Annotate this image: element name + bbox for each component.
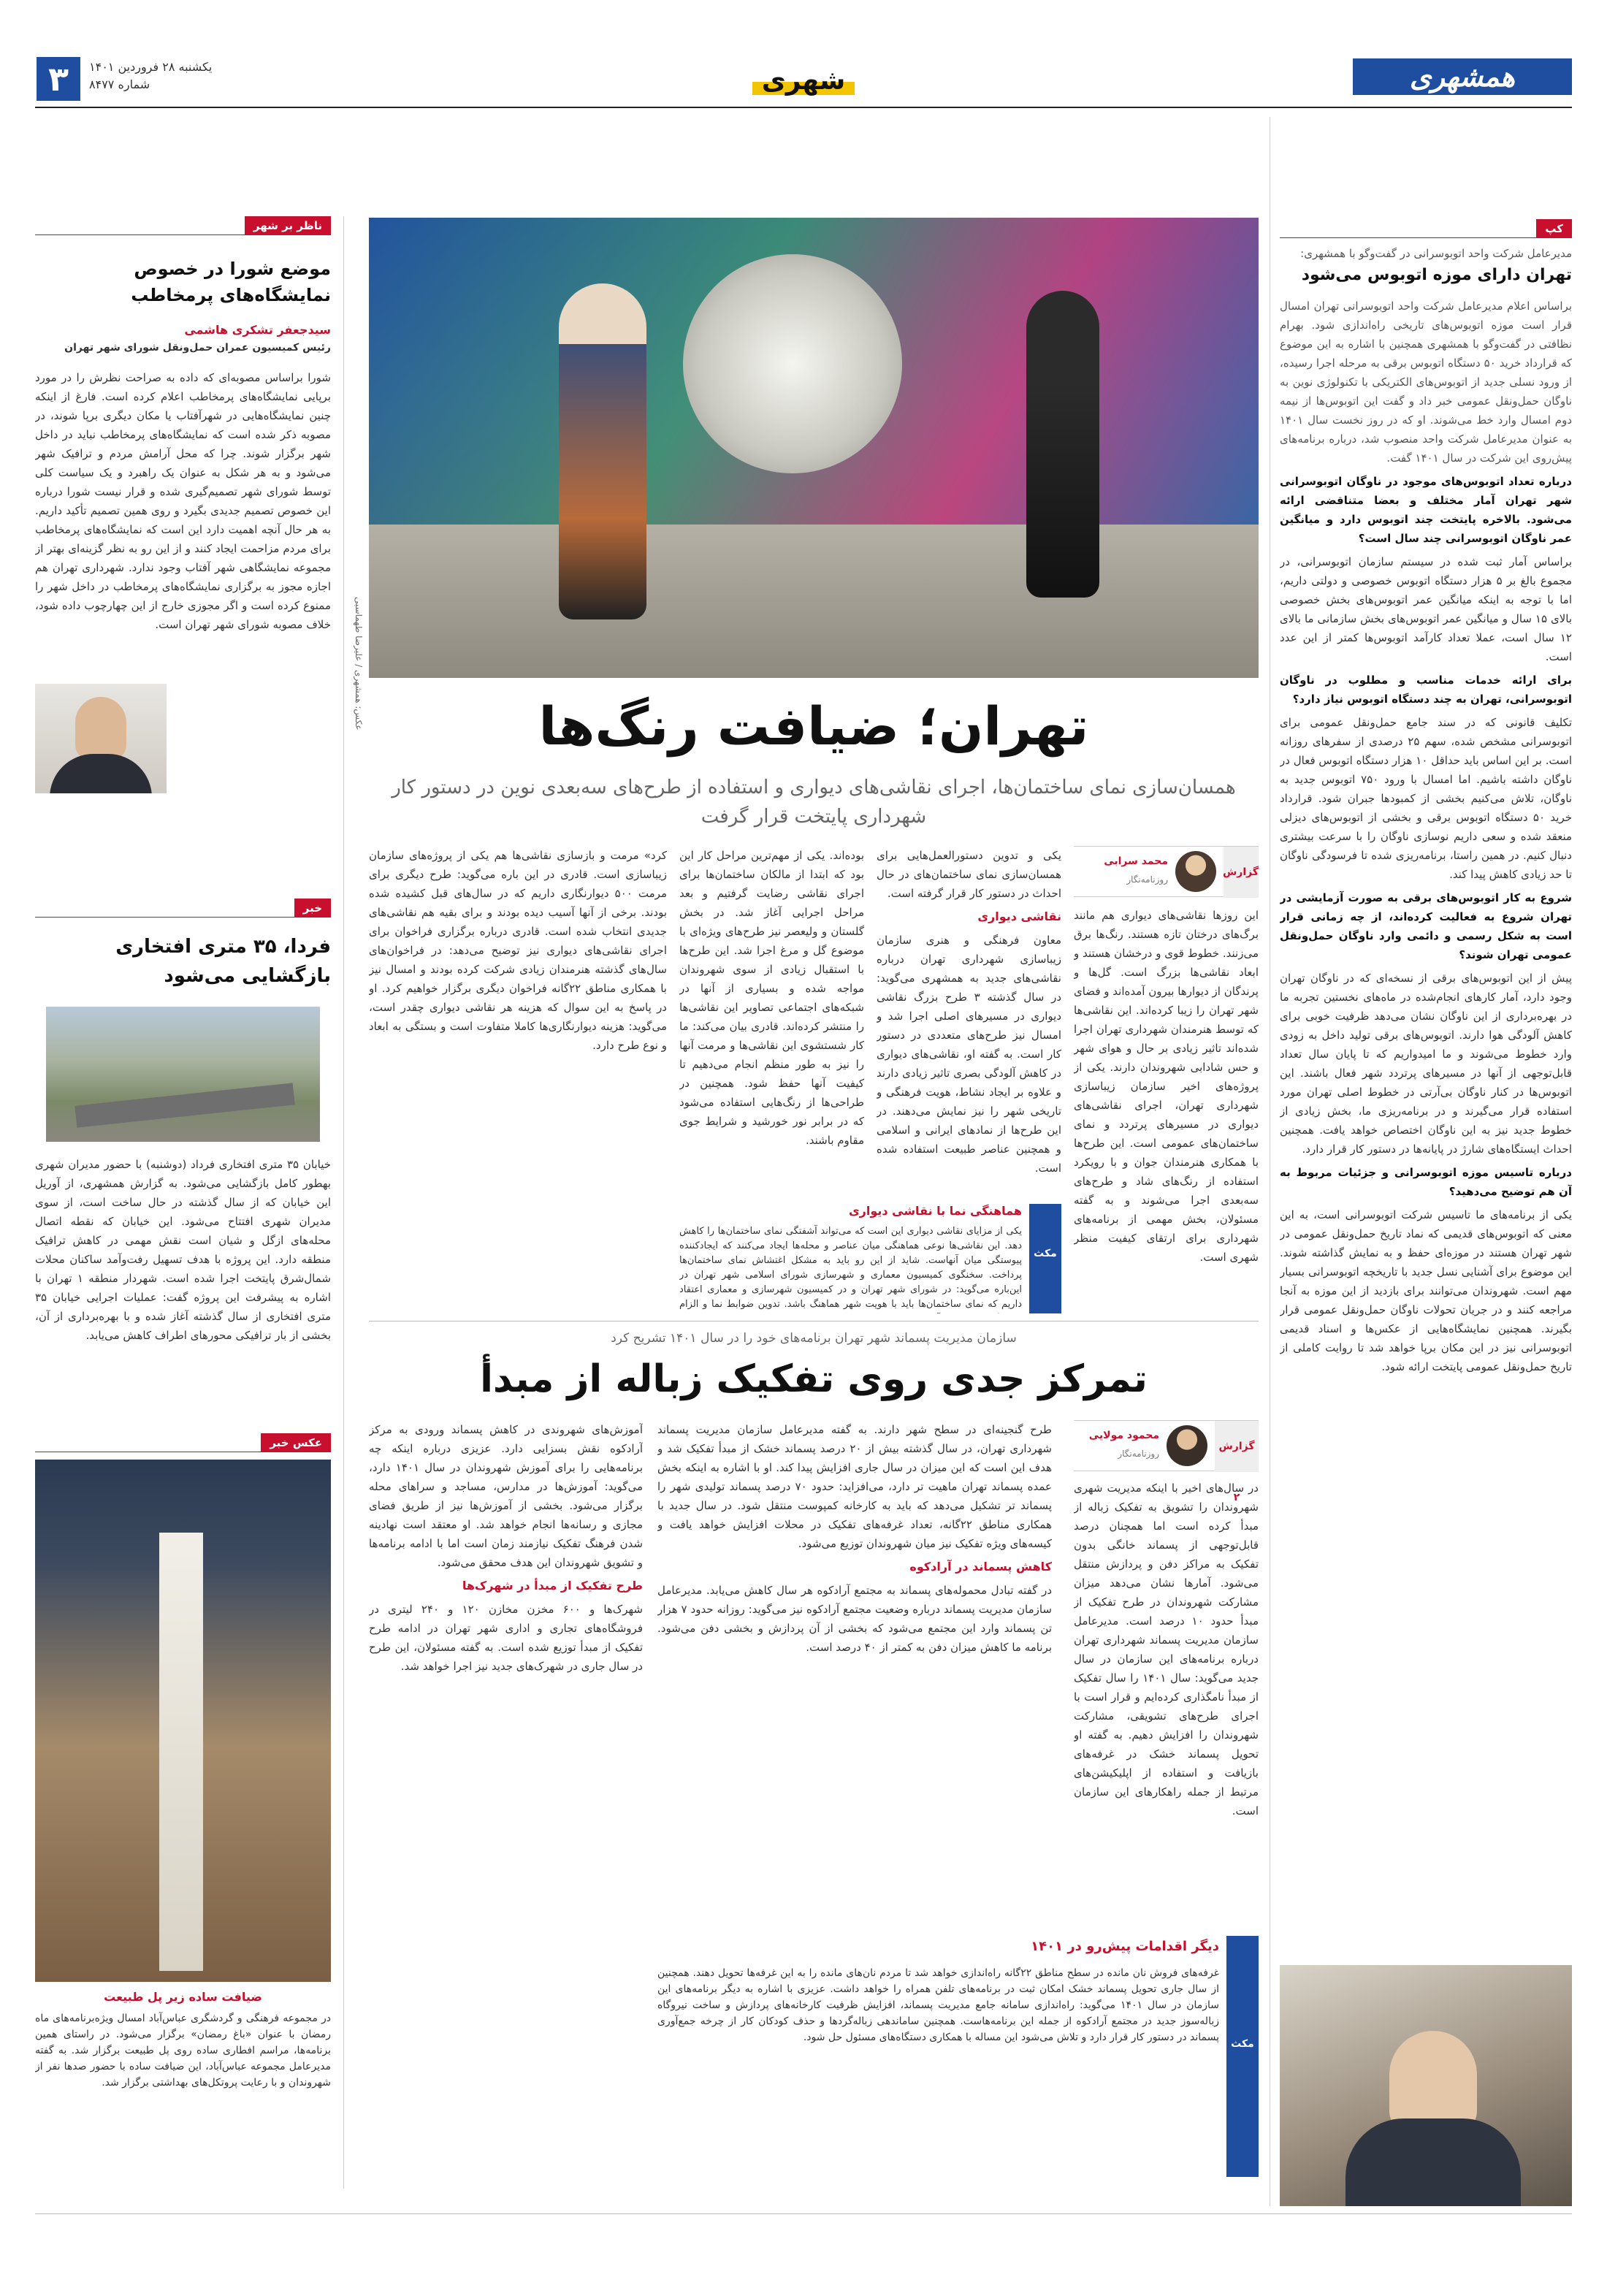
left-photo-caption-title: ضیافت ساده زیر پل طبیعت: [104, 1990, 262, 2004]
right-a3: پیش از این اتوبوس‌های برقی از نسخه‌ای که در ناوگان تهران وجود دارد، آمار کارهای انجام‌شده در ماه‌های نخستین تجربه ما در بهره‌برداری از این ناوگان نشان می‌دهد ظرفیت خوبی برای کاهش آلودگی هوا دارند. اتوبوس‌های برقی تولید داخل به زودی وارد خطوط می‌شوند و ما امیدواریم که تا پایان سال تعداد قابل‌توجهی از آنها در مسیرهای پرتردد شهر فعال باشند. این اتوبوس‌ها در کنار ناوگان بی‌آرتی در خطوط اصلی تهران مورد استفاده قرار می‌گیرند و در برنامه‌ریزی ما، بخش زیادی از خطوط جدید نیز به این ناوگان اختصاص خواهد یافت. همچنین احداث ایستگاه‌های شارژ در پایانه‌ها در دستور کار قرار دارد.: [1280, 972, 1572, 1156]
waste-col-3b: شهرک‌ها و ۶۰۰ مخزن مخازن ۱۲۰ و ۲۴۰ لیتری در فروشگاه‌های تجاری و اداری شهر تهران در ادامه طرح تفکیک از مبدأ توزیع شده است. به گفته مسئولان، این طرح در سال جاری در شهرک‌های جدید نیز اجرا خواهد شد.: [369, 1603, 643, 1673]
hero-col-3: بوده‌اند. یکی از مهم‌ترین مراحل کار این بود که ابتدا از مالکان ساختمان‌ها برای اجرای نقاشی رضایت گرفتیم و بعد مراحل اجرایی آغاز شد. در بخش گلستان و ولیعصر نیز طرح‌های ویژه‌ای با موضوع گل و مرغ اجرا شد. این طرح‌ها با استقبال زیادی از سوی شهروندان مواجه شده و بسیاری از آنها در شبکه‌های اجتماعی تصاویر این نقاشی‌ها را منتشر کرده‌اند. قادری بیان می‌کند: ما کار شستشوی این نقاشی‌ها و مرمت آنها را نیز به طور منظم انجام می‌دهیم تا کیفیت آنها حفظ شود. همچنین در طراحی‌ها از رنگ‌هایی استفاده می‌شود که در برابر نور خورشید و شرایط جوی مقاوم باشند.: [679, 849, 864, 1147]
footer-rule: [35, 2213, 1572, 2214]
left-news-title: فردا، ۳۵ متری افتخاری بازگشایی می‌شود: [115, 936, 331, 987]
left-column: [35, 216, 331, 2203]
section-name: [745, 66, 862, 99]
hero-col-4: کرد» مرمت و بازسازی نقاشی‌ها هم یکی از پروژه‌های سازمان زیباسازی است. قادری در این باره می‌گوید: طرح دیگری برای مرمت ۵۰۰ دیوارنگاری داریم که در سال‌های قبل کشیده شده بودند. برخی از آنها آسیب دیده بودند و برای بقیه هم نقاشی‌های جدیدی انتخاب شده است. قادری درباره برگزاری فراخوان برای اجرای نقاشی‌های دیواری نیز توضیح می‌دهد: در فراخوان‌های سال‌های گذشته هنرمندان زیادی شرکت کرده بودند و امسال نیز با همکاری مناطق ۲۲گانه فراخوان دیگری برگزار خواهیم کرد. او در پاسخ به این سوال که هزینه هر نقاشی دیواری چقدر است، می‌گوید: هزینه دیوارنگاری‌ها کاملا متفاوت است و بستگی به ابعاد و نوع طرح دارد.: [369, 849, 667, 1052]
divider-left: [343, 216, 344, 2189]
hero-title: تهران؛ ضیافت رنگ‌ها: [538, 695, 1089, 757]
right-a1: براساس آمار ثبت شده در سیستم سازمان اتوبوسرانی، در مجموع بالغ بر ۵ هزار دستگاه اتوبوس خصوصی و دولتی داریم، اما با توجه به اینکه میانگین عمر اتوبوس‌های بخش خصوصی بالای ۱۵ سال و میانگین عمر اتوبوس‌های بخش سازمانی ما بالای ۱۲ سال است، عملا تعداد کارآمد اتوبوس‌ها کمتر از این عدد است.: [1280, 555, 1572, 663]
hero-lead: همسان‌سازی نمای ساختمان‌ها، اجرای نقاشی‌های دیواری و استفاده از طرح‌های سه‌بعدی نوین در دستور کار شهرداری پایتخت قرار گرفت: [392, 777, 1236, 828]
waste-title: تمرکز جدی روی تفکیک زباله از مبدأ: [480, 1357, 1148, 1401]
hero-reporter-name: محمد سرابی: [1104, 855, 1168, 867]
hero-reporter-box: [1074, 846, 1259, 897]
right-q3: شروع به کار اتوبوس‌های برقی به صورت آزمایشی در تهران شروع به فعالیت کرده‌اند، از چه زمانی قرار است به شکل رسمی و دائمی وارد ناوگان حمل‌ونقل عمومی تهران شوند؟: [1280, 891, 1572, 961]
waste-reporter-box: [1074, 1420, 1259, 1503]
right-body: [1280, 297, 1572, 2211]
hero-mecca-tag: مکث: [1029, 1204, 1061, 1313]
right-title: تهران دارای موزه اتوبوس می‌شود: [1301, 266, 1572, 284]
left-author-suit: [50, 754, 152, 793]
sidewalk: [369, 525, 1259, 678]
left-author-photo: [35, 684, 167, 793]
hero-photo: [369, 218, 1259, 678]
newspaper-logo: همشهری: [1353, 58, 1572, 95]
issue-info: [89, 58, 279, 94]
waste-kicker: سازمان مدیریت پسماند شهر تهران برنامه‌های خود را در سال ۱۴۰۱ تشریح کرد: [611, 1331, 1017, 1346]
right-portrait-photo: [1280, 1965, 1572, 2206]
right-a4: یکی از برنامه‌های ما تاسیس شرکت اتوبوسرانی است، به این معنی که اتوبوس‌های قدیمی که نماد تاریخ حمل‌ونقل عمومی در شهر تهران هستند در موزه‌ای حفظ و به نمایش گذاشته شوند. این موضوع برای آشنایی نسل جدید با تاریخچه اتوبوسرانی بسیار مهم است. شهروندان می‌توانند برای بازدید از این موزه به آنجا مراجعه کنند و در جریان تحولات ناوگان حمل‌ونقل عمومی قرار بگیرند. همچنین نمایشگاه‌هایی از عکس‌ها و اسناد قدیمی اتوبوسرانی نیز در این مکان برپا خواهد شد تا روایت کاملی از تاریخ حمل‌ونقل عمومی پایتخت ارائه شود.: [1280, 1208, 1572, 1373]
waste-col-2-text: طرح گنجینه‌ای در سطح شهر دارند. به گفته مدیرعامل سازمان مدیریت پسماند شهرداری تهران، در سال گذشته بیش از ۲۰ درصد پسماند خشک از مبدأ تفکیک شد و هدف این است که این میزان در سال جاری افزایش پیدا کند. او با اشاره به اینکه بخش عمده پسماند تهران ماهیت تر دارد، می‌افزاید: حدود ۷۰ درصد پسماند تولیدی شهر را پسماند تر تشکیل می‌دهد که باید به کارخانه کمپوست منتقل شود. در سال جدید با همکاری مناطق ۲۲گانه، تعداد غرفه‌های تفکیک در محلات افزایش خواهد یافت و کیسه‌های ویژه تفکیک نیز میان شهروندان توزیع می‌شود.: [657, 1423, 1052, 1550]
left-news-tag: خبر: [294, 899, 331, 918]
left-tag: ناظر بر شهر: [245, 216, 331, 235]
right-tag: کپ: [1536, 219, 1572, 238]
left-photo-caption: در مجموعه فرهنگی و گردشگری عباس‌آباد امسال ویژه‌برنامه‌های ماه رمضان با عنوان «باغ رمضان» برگزار می‌شود. در راستای همین برنامه‌ها، مراسم افطاری ساده روی پل طبیعت برگزار شد. به گفته مدیرعامل مجموعه عباس‌آباد، این ضیافت ساده با حضور صدها نفر از شهروندان و با رعایت پروتکل‌های بهداشتی برگزار شد.: [35, 2013, 331, 2089]
left-feature-photo: [35, 1460, 331, 1982]
left-tag-rule: [35, 234, 331, 235]
hero-report-tag: گزارش: [1224, 847, 1259, 898]
hero-reporter-avatar: [1175, 851, 1216, 892]
left-author-face: [75, 697, 126, 760]
right-q2: برای ارائه خدمات مناسب و مطلوب در ناوگان اتوبوسرانی، تهران به چند دستگاه اتوبوس نیاز دارد؟: [1280, 674, 1572, 706]
left-news-photo: [46, 1007, 320, 1142]
left-news-road: [75, 1083, 294, 1127]
hero-reporter-role: روزنامه‌نگار: [1126, 874, 1168, 885]
masthead-rule: [35, 107, 1572, 108]
right-kicker: مدیرعامل شرکت واحد اتوبوسرانی در گفت‌وگو با همشهری:: [1300, 247, 1572, 260]
hero-col-2: [877, 846, 1061, 1198]
waste-col-2b: در گفته تبادل محموله‌های پسماند به مجتمع آرادکوه هر سال کاهش می‌یابد. مدیرعامل سازمان مدیریت پسماند درباره وضعیت مجتمع آرادکوه نیز می‌گوید: روزانه حدود ۷ هزار تن پسماند وارد این مجتمع می‌شود که بخشی از آن پردازش و بخشی دفن می‌شود. برنامه ما کاهش میزان دفن به کمتر از ۴۰ درصد است.: [657, 1584, 1052, 1654]
portrait-figure: [1389, 2031, 1477, 2133]
mural-sculpture: [683, 254, 902, 473]
waste-reporter-name: محمود مولایی: [1088, 1430, 1159, 1441]
waste-mecca-text: غرفه‌های فروش نان مانده در سطح مناطق ۲۲گانه راه‌اندازی خواهد شد تا مردم نان‌های مانده را به این غرفه‌ها تحویل دهند. همچنین از سال جاری تحویل پسماند خشک امکان ثبت در برنامه‌های تلفن همراه را خواهد داشت. عزیزی با اشاره به دیگر برنامه‌های این سازمان در سال ۱۴۰۱ می‌گوید: راه‌اندازی سامانه جامع مدیریت پسماند، افزایش ظرفیت کارخانه‌های پردازش و ساخت نیروگاه زباله‌سوز جدید در مجتمع آرادکوه از جمله این برنامه‌هاست. همچنین ساماندهی زباله‌گردها و حذف کودکان کار از چرخه جمع‌آوری پسماند در دستور کار قرار دارد و تلاش می‌شود این مساله با همکاری دستگاه‌های مسئول حل شود.: [657, 1967, 1219, 2043]
hero-col-2-sub: نقاشی دیواری: [977, 909, 1061, 923]
right-intro: براساس اعلام مدیرعامل شرکت واحد اتوبوسرانی تهران امسال قرار است موزه اتوبوس‌های تاریخی راه‌اندازی شود. بهرام نظافتی در گفت‌وگو با همشهری همچنین با اشاره به این موضوع که قرارداد خرید ۵۰ دستگاه اتوبوس برقی به مرحله اجرا رسیده، از ورود نسلی جدید از اتوبوس‌های الکتریکی با تکنولوژی نوین به ناوگان حمل‌ونقل عمومی خبر داد و گفت این اتوبوس‌ها از نیمه دوم امسال وارد خط می‌شوند. او که در روز نخست سال ۱۴۰۱ به عنوان مدیرعامل شرکت واحد منصوب شد، درباره برنامه‌های پیش‌روی این شرکت در سال ۱۴۰۱ گفت.: [1280, 300, 1572, 465]
waste-report-tag: گزارش ۲: [1215, 1421, 1259, 1472]
hero-mecca-text: یکی از مزایای نقاشی دیواری این است که می‌تواند آشفتگی نمای ساختمان‌ها را کاهش دهد. این نقاشی‌ها نوعی هماهنگی میان عناصر و محله‌ها ایجاد می‌کنند که ایجادکننده پیوستگی میان آنهاست. شاید از این رو باید به مشکل اغتشاش نمای ساختمان‌ها پرداخت. سخنگوی کمیسیون معماری و شهرسازی شورای اسلامی شهر تهران در این‌باره می‌گوید: در شورای شهر تهران و در کمیسیون شهرسازی و معماری اعتقاد داریم که نمای ساختمان‌ها باید با هویت شهر هماهنگ باشد. تدوین ضوابط نما و الزام: [679, 1226, 1022, 1310]
waste-col-3: [369, 1420, 643, 2173]
hero-col-1: این روزها نقاشی‌های دیواری هم مانند برگ‌های درختان تازه هستند. رنگ‌ها برق می‌زنند. خطوط قوی و درخشان هستند و ابعاد نقاشی‌ها بزرگ است. گل‌ها و پرندگان از دیوارها بیرون آمده‌اند و فضای شهر تهران را زیبا کرده‌اند. این نقاشی‌ها که توسط هنرمندان شهرداری تهران اجرا شده‌اند تاثیر زیادی بر حال و هوای شهر و حس شادابی شهروندان دارند. یکی از پروژه‌های اخیر سازمان زیباسازی شهرداری تهران، اجرای نقاشی‌های دیواری در مسیرهای پرتردد و نمای ساختمان‌های عمومی است. این طرح‌ها با همکاری هنرمندان جوان و با رویکرد استفاده از رنگ‌های شاد و طرح‌های سه‌بعدی اجرا می‌شوند و به گفته مسئولان، بخش مهمی از برنامه‌های شهرداری برای ارتقای کیفیت منظر شهری است.: [1074, 909, 1259, 1264]
waste-mecca-title: دیگر اقدامات پیش‌رو در ۱۴۰۱: [1031, 1939, 1219, 1954]
left-author-role: رئیس کمیسیون عمران حمل‌ونقل شورای شهر تهران: [64, 342, 331, 354]
waste-col-3-sub: طرح تفکیک از مبدأ در شهرک‌ها: [462, 1579, 643, 1593]
hero-photo-credit: عکس: همشهری / علیرضا طهماسبی: [354, 597, 364, 731]
masthead: [0, 0, 1607, 110]
left-author: سیدجعفر تشکری هاشمی: [184, 323, 331, 337]
issue-date: یکشنبه ۲۸ فروردین ۱۴۰۱: [89, 60, 213, 74]
right-q1: درباره تعداد اتوبوس‌های موجود در ناوگان اتوبوسرانی شهر تهران آمار مختلف و بعضا متناقضی ارائه می‌شود. بالاخره پایتخت چند اتوبوس دارد و میانگین عمر ناوگان اتوبوسرانی چند سال است؟: [1280, 475, 1572, 545]
walker-left: [559, 283, 646, 619]
section-title: شهری: [761, 66, 846, 96]
portrait-body: [1345, 2118, 1521, 2206]
left-news-rule: [35, 917, 331, 918]
left-text: شورا براساس مصوبه‌ای که داده به صراحت نظرش را در مورد برپایی نمایشگاه‌های پرمخاطب اعلام کرده است. فارغ از اینکه چنین نمایشگاه‌هایی در شهرآفتاب یا مکان دیگری برپا شوند، در مصوبه ذکر شده است که نمایشگاه‌های پرمخاطب نباید در داخل شهر برگزار شوند. چرا که محل آرامش مردم و ترافیک شهر می‌شود و به هر شکل به عنوان یک راهبرد و یک سیاست کلی توسط شورای شهر تصمیم‌گیری شده و قرار نیست شورا درباره این خصوص تصمیم جدیدی بگیرد و روی همین تصمیم تأکید داریم. به هر حال آنچه اهمیت دارد این است که نمایشگاه‌های پرمخاطب برای مردم مزاحمت ایجاد کنند و از این رو به نظر گزینه‌ای بهتر از مجموعه نمایشگاهی شهر آفتاب وجود ندارد. شهرداری تهران هم اجازه مجوز به برگزاری نمایشگاه‌های پرمخاطب در داخل شهر را ممنوع کرده است و اگر مجوزی خارج از این چهارچوب داده شود، خلاف مصوبه شورای شهر تهران است.: [35, 371, 331, 631]
waste-col-2-sub: کاهش پسماند در آرادکوه: [909, 1560, 1052, 1574]
waste-col-3-text: آموزش‌های شهروندی در کاهش پسماند ورودی به مرکز آرادکوه نقش بسزایی دارد. عزیزی درباره اینکه چه برنامه‌هایی را برای آموزش شهروندان در سال ۱۴۰۱ دارد، می‌گوید: آموزش‌ها در مدارس، مساجد و سراهای محله برگزار می‌شود. بخشی از آموزش‌ها نیز از طریق فضای مجازی و رسانه‌ها انجام خواهد شد. او معتقد است نهادینه شدن فرهنگ تفکیک نیازمند زمان است اما با ادامه برنامه‌ها و تشویق شهروندان این هدف محقق می‌شود.: [369, 1423, 643, 1569]
waste-reporter-avatar: [1167, 1425, 1207, 1466]
page-number: ۳: [47, 59, 69, 99]
left-news-text: خیابان ۳۵ متری افتخاری فرداد (دوشنبه) با حضور مدیران شهری بهطور کامل بازگشایی می‌شود. به گزارش همشهری، از آوریل این خیابان که از سال گذشته در حال ساخت است، از سوی مدیران شهری افتتاح می‌شود. این خیابان که نقطه اتصال محله‌های ازگل و شیان است نقش مهمی در کاهش ترافیک منطقه دارد. این پروژه با هدف تسهیل رفت‌وآمد ساکنان محلات شمال‌شرق پایتخت اجرا شده است. شهردار منطقه ۱ تهران با اشاره به پیشرفت این پروژه گفت: عملیات اجرایی خیابان ۳۵ متری افتخاری از سال گذشته آغاز شده و با بهره‌برداری از آن، بخشی از بار ترافیکی محورهای اطراف کاهش می‌یابد.: [35, 1158, 331, 1342]
waste-reporter-role: روزنامه‌نگار: [1118, 1449, 1159, 1459]
right-a2: تکلیف قانونی که در سند جامع حمل‌ونقل عمومی برای اتوبوسرانی مشخص شده، سهم ۲۵ درصدی از سفرهای روزانه است. بر این اساس باید حداقل ۱۰ هزار دستگاه اتوبوس فعال در ناوگان داشته باشیم. اما امسال با ورود ۷۵۰ اتوبوس جدید به ناوگان، تلاش می‌کنیم بخشی از کمبودها جبران شود. قرارداد خرید ۵۰ دستگاه اتوبوس برقی و بخشی از اتوبوس‌های دیزلی منعقد شده و سعی داریم نوسازی ناوگان را با سرعت بیشتری دنبال کنیم. در همین راستا، برنامه‌ریزی شده تا فرسودگی ناوگان تا حد زیادی کاهش پیدا کند.: [1280, 716, 1572, 881]
left-feature-table: [159, 1533, 203, 1971]
hero-mecca-title: هماهنگی نما با نقاشی دیواری: [848, 1204, 1022, 1218]
waste-col-2: [657, 1420, 1052, 1931]
left-title: موضع شورا در خصوص نمایشگاه‌های پرمخاطب: [131, 259, 331, 305]
waste-mecca-tag: مکث: [1226, 1936, 1259, 2177]
walker-right: [1026, 291, 1099, 598]
hero-col-2-intro: یکی و تدوین دستورالعمل‌هایی برای همسان‌سازی نمای ساختمان‌های در حال احداث در دستور کار قرار گرفته است.: [877, 849, 1061, 900]
right-q4: درباره تاسیس موزه اتوبوسرانی و جزئیات مربوط به آن هم توضیح می‌دهید؟: [1280, 1166, 1572, 1198]
left-photo-tag: عکس خبر: [261, 1433, 331, 1452]
right-tag-rule: [1280, 237, 1572, 238]
issue-number: شماره ۸۴۷۷: [89, 77, 150, 91]
waste-col-1: در سال‌های اخیر با اینکه مدیریت شهری شهروندان را تشویق به تفکیک زباله از مبدأ کرده است اما همچنان درصد قابل‌توجهی از پسماند خانگی بدون تفکیک به مراکز دفن و پردازش منتقل می‌شود. آمارها نشان می‌دهد میزان مشارکت شهروندان در طرح تفکیک از مبدأ حدود ۱۰ درصد است. مدیرعامل سازمان مدیریت پسماند شهرداری تهران درباره برنامه‌های این سازمان در سال جدید می‌گوید: سال ۱۴۰۱ را سال تفکیک از مبدأ نامگذاری کرده‌ایم و قرار است با اجرای طرح‌های تشویقی، مشارکت شهروندان را افزایش دهیم. به گفته او تحویل پسماند خشک در غرفه‌های بازیافت و استفاده از اپلیکیشن‌های مرتبط از جمله راهکارهای این سازمان است.: [1074, 1481, 1259, 1818]
hero-col-2-text: معاون فرهنگی و هنری سازمان زیباسازی شهرداری تهران درباره نقاشی‌های جدید به همشهری می‌گوید: در سال گذشته ۳ طرح بزرگ نقاشی دیواری در مسیرهای اصلی اجرا شد و امسال نیز طرح‌های متعددی در دستور کار است. به گفته او، نقاشی‌های دیواری در کاهش آلودگی بصری تاثیر زیادی دارند و علاوه بر ایجاد نشاط، هویت فرهنگی و تاریخی شهر را نیز نمایش می‌دهند. در این طرح‌ها از نمادهای ایرانی و اسلامی و همچنین عناصر طبیعت استفاده شده است.: [877, 934, 1061, 1175]
page-number-box: [37, 57, 80, 101]
right-column: [1280, 117, 1572, 2213]
